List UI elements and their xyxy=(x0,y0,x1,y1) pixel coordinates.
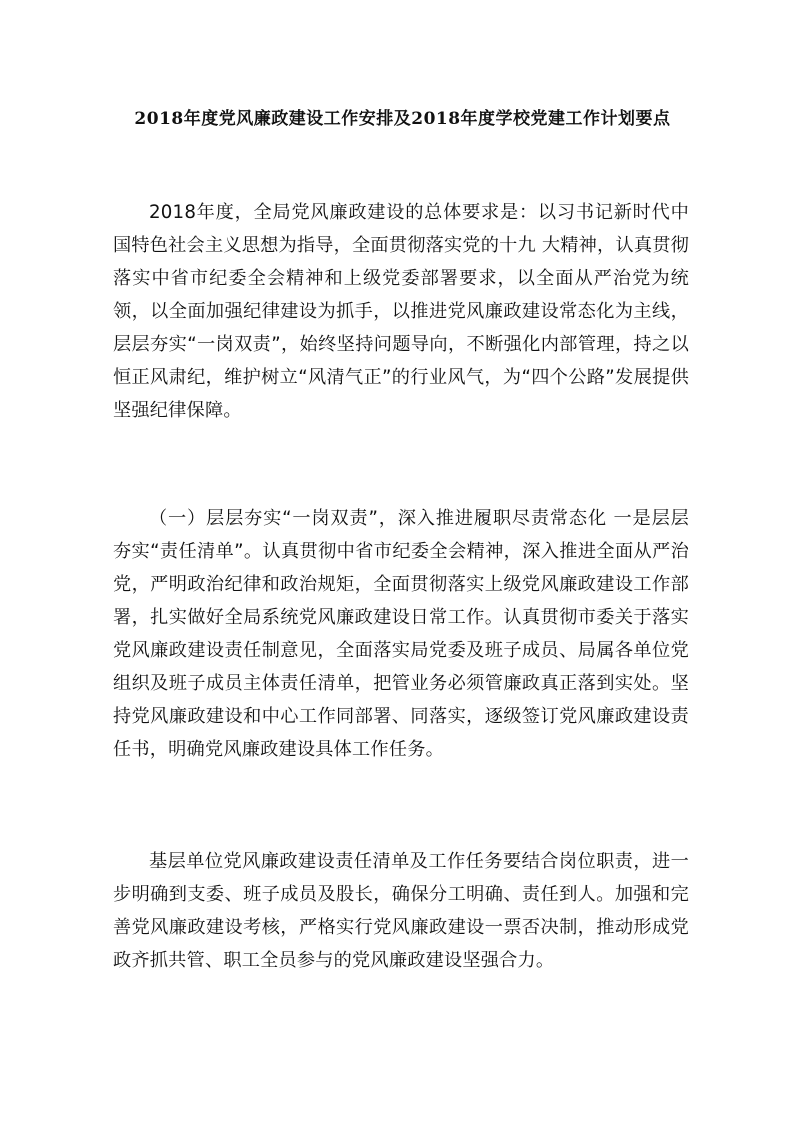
document-title: 2018年度党风廉政建设工作安排及2018年度学校党建工作计划要点 xyxy=(134,109,671,129)
paragraph-overall-requirements: 2018年度，全局党风廉政建设的总体要求是：以习书记新时代中国特色社会主义思想为指导，全面贯彻落实党的十九 大精神，认真贯彻落实中省市纪委全会精神和上级党委部署要求，以全面从严治党为统领，以全面加强纪律建设为抓手，以推进党风廉政建设常态化为主线，层层夯实“一岗双责”，始终坚持问题导向，不断强化内部管理，持之以恒正风肃纪，维护树立“风清气正”的行业风气，为“四个公路”发展提供坚强纪律保障。 xyxy=(113,202,689,421)
paragraph-section-one: （一）层层夯实“一岗双责”，深入推进履职尽责常态化 一是层层夯实“责任清单”。认真贯彻中省市纪委全会精神，深入推进全面从严治党，严明政治纪律和政治规矩，全面贯彻落实上级党风廉政建设工作部署，扎实做好全局系统党风廉政建设日常工作。认真贯彻市委关于落实党风廉政建设责任制意见，全面落实局党委及班子成员、局属各单位党组织及班子成员主体责任清单，把管业务必须管廉政真正落到实处。坚持党风廉政建设和中心工作同部署、同落实，逐级签订党风廉政建设责任书，明确党风廉政建设具体工作任务。 xyxy=(113,508,689,760)
paragraph-grassroots-units: 基层单位党风廉政建设责任清单及工作任务要结合岗位职责，进一步明确到支委、班子成员及股长，确保分工明确、责任到人。加强和完善党风廉政建设考核，严格实行党风廉政建设一票否决制，推动形成党政齐抓共管、职工全员参与的党风廉政建设坚强合力。 xyxy=(113,851,689,971)
